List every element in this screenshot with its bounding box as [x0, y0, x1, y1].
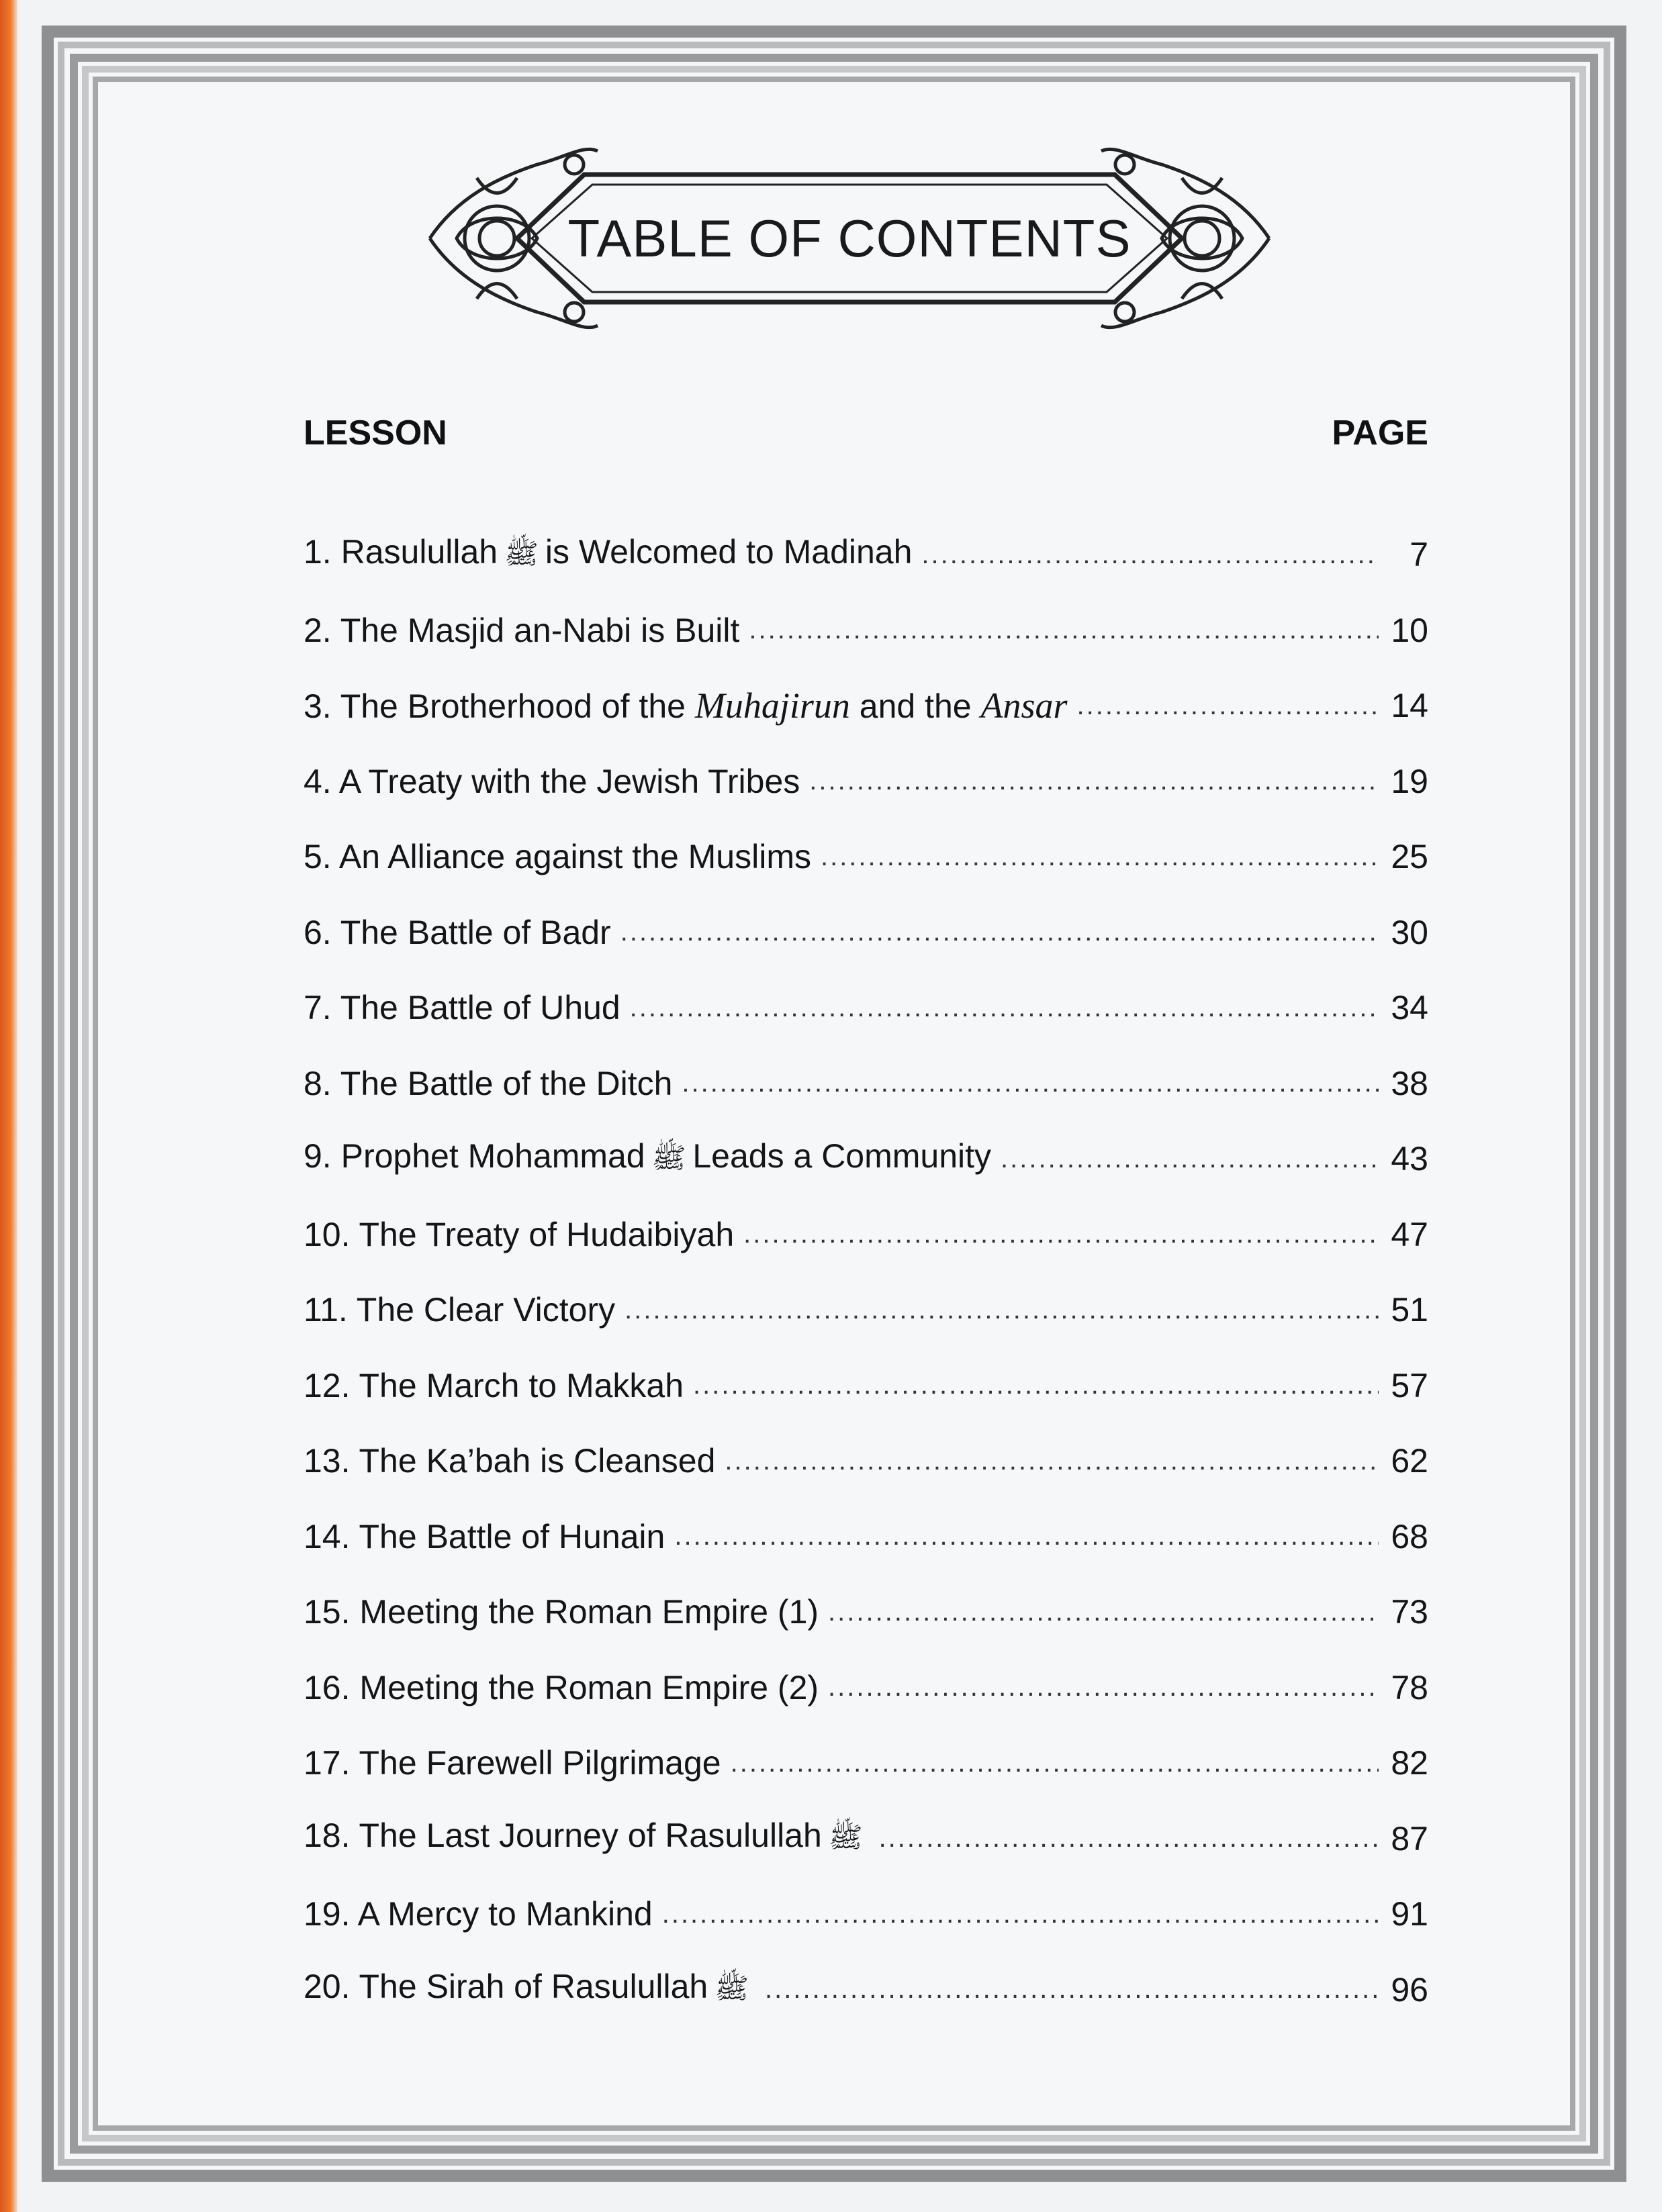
toc-entry[interactable]	[304, 1574, 1428, 1650]
toc-entry[interactable]	[304, 895, 1428, 971]
toc-entry-title: 17. The Farewell Pilgrimage	[304, 1744, 721, 1782]
toc-page-number: 51	[1391, 1291, 1428, 1329]
toc-entry-title: 12. The March to Makkah	[304, 1366, 684, 1404]
toc-entry-title: 1. Rasulullah ﷺ is Welcomed to Madinah	[304, 532, 913, 571]
toc-entry-title: 4. A Treaty with the Jewish Tribes	[304, 762, 800, 800]
toc-page-number: 96	[1391, 1970, 1428, 2009]
toc-entry-title: 8. The Battle of the Ditch	[304, 1064, 673, 1102]
toc-page-number: 30	[1391, 913, 1428, 951]
dot-leader	[731, 1748, 1379, 1778]
dot-leader	[1077, 691, 1379, 721]
toc-page-number: 57	[1391, 1366, 1428, 1404]
toc-entry[interactable]	[304, 1121, 1428, 1197]
toc-page-number: 73	[1391, 1593, 1428, 1631]
toc-entry-title: 9. Prophet Mohammad ﷺ Leads a Community	[304, 1137, 992, 1175]
toc-entry-title: 6. The Battle of Badr	[304, 913, 611, 951]
toc-entry[interactable]	[304, 819, 1428, 895]
toc-entry-title: 10. The Treaty of Hudaibiyah	[304, 1215, 735, 1253]
dot-leader	[662, 1899, 1379, 1929]
toc-page-number: 68	[1391, 1517, 1428, 1555]
page-column-header: PAGE	[1332, 414, 1428, 452]
toc-page-number: 78	[1391, 1668, 1428, 1706]
dot-leader	[1001, 1144, 1379, 1174]
page-title: TABLE OF CONTENTS	[567, 208, 1132, 268]
toc-entry-title: 13. The Ka’bah is Cleansed	[304, 1442, 716, 1480]
toc-page-number: 62	[1391, 1442, 1428, 1480]
toc-entry[interactable]	[304, 1197, 1428, 1273]
toc-entry-title: 16. Meeting the Roman Empire (2)	[304, 1668, 819, 1706]
toc-entry-title: 3. The Brotherhood of the Muhajirun and the Ansar	[304, 685, 1068, 726]
toc-entry[interactable]	[304, 1046, 1428, 1122]
toc-entry-title: 15. Meeting the Roman Empire (1)	[304, 1593, 819, 1631]
dot-leader	[828, 1597, 1379, 1627]
toc-page-number: 91	[1391, 1895, 1428, 1933]
toc-entry-title: 19. A Mercy to Mankind	[304, 1895, 653, 1933]
toc-page-number: 25	[1391, 838, 1428, 876]
toc-entry-title: 7. The Battle of Uhud	[304, 989, 620, 1027]
dot-leader	[749, 615, 1379, 645]
pbuh-glyph-icon: ﷺ	[714, 1972, 749, 2005]
dot-leader	[620, 917, 1379, 947]
title-banner	[416, 138, 1283, 339]
toc-entry-title: 11. The Clear Victory	[304, 1291, 616, 1329]
pbuh-glyph-icon: ﷺ	[504, 536, 539, 570]
toc-page-number: 14	[1391, 687, 1428, 725]
dot-leader	[693, 1370, 1379, 1400]
toc-entry[interactable]	[304, 668, 1428, 744]
toc-page-number: 87	[1391, 1819, 1428, 1858]
toc-entry[interactable]	[304, 1423, 1428, 1499]
toc-entry[interactable]	[304, 1801, 1428, 1877]
pbuh-glyph-icon: ﷺ	[828, 1821, 863, 1854]
toc-page-number: 19	[1391, 762, 1428, 800]
toc-entry[interactable]	[304, 1952, 1428, 2028]
dot-leader	[743, 1219, 1379, 1249]
toc-entry-title: 5. An Alliance against the Muslims	[304, 838, 811, 876]
dot-leader	[674, 1521, 1379, 1551]
toc-page-number: 43	[1391, 1140, 1428, 1178]
toc-entry[interactable]	[304, 593, 1428, 669]
dot-leader	[921, 540, 1379, 570]
toc-entry[interactable]	[304, 1876, 1428, 1952]
toc-entry[interactable]	[304, 517, 1428, 593]
dot-leader	[765, 1974, 1379, 2005]
dot-leader	[625, 1295, 1379, 1325]
dot-leader	[725, 1446, 1379, 1476]
toc-entry[interactable]	[304, 970, 1428, 1046]
book-edge-strip	[0, 0, 17, 2212]
dot-leader	[809, 766, 1379, 796]
dot-leader	[828, 1672, 1379, 1702]
toc-page-number: 47	[1391, 1215, 1428, 1253]
toc-entry[interactable]	[304, 1650, 1428, 1726]
toc-entry-title: 20. The Sirah of Rasulullah ﷺ	[304, 1968, 749, 2006]
toc-entry[interactable]	[304, 1272, 1428, 1348]
dot-leader	[682, 1068, 1379, 1098]
toc-entry-title: 2. The Masjid an-Nabi is Built	[304, 611, 740, 649]
toc-page-number: 10	[1391, 611, 1428, 649]
toc-page-number: 82	[1391, 1744, 1428, 1782]
dot-leader	[630, 993, 1379, 1023]
dot-leader	[879, 1823, 1379, 1854]
toc-page-number: 34	[1391, 989, 1428, 1027]
toc-entry[interactable]	[304, 1348, 1428, 1424]
toc-entry[interactable]	[304, 1725, 1428, 1801]
toc-entry[interactable]	[304, 744, 1428, 820]
dot-leader	[821, 842, 1379, 872]
lesson-column-header: LESSON	[304, 414, 447, 452]
table-of-contents-list	[304, 517, 1428, 2027]
toc-entry-title: 18. The Last Journey of Rasulullah ﷺ	[304, 1817, 863, 1855]
toc-page-number: 38	[1391, 1064, 1428, 1102]
pbuh-glyph-icon: ﷺ	[651, 1141, 686, 1174]
toc-page-number: 7	[1410, 536, 1428, 574]
toc-entry[interactable]	[304, 1499, 1428, 1575]
toc-entry-title: 14. The Battle of Hunain	[304, 1517, 665, 1555]
